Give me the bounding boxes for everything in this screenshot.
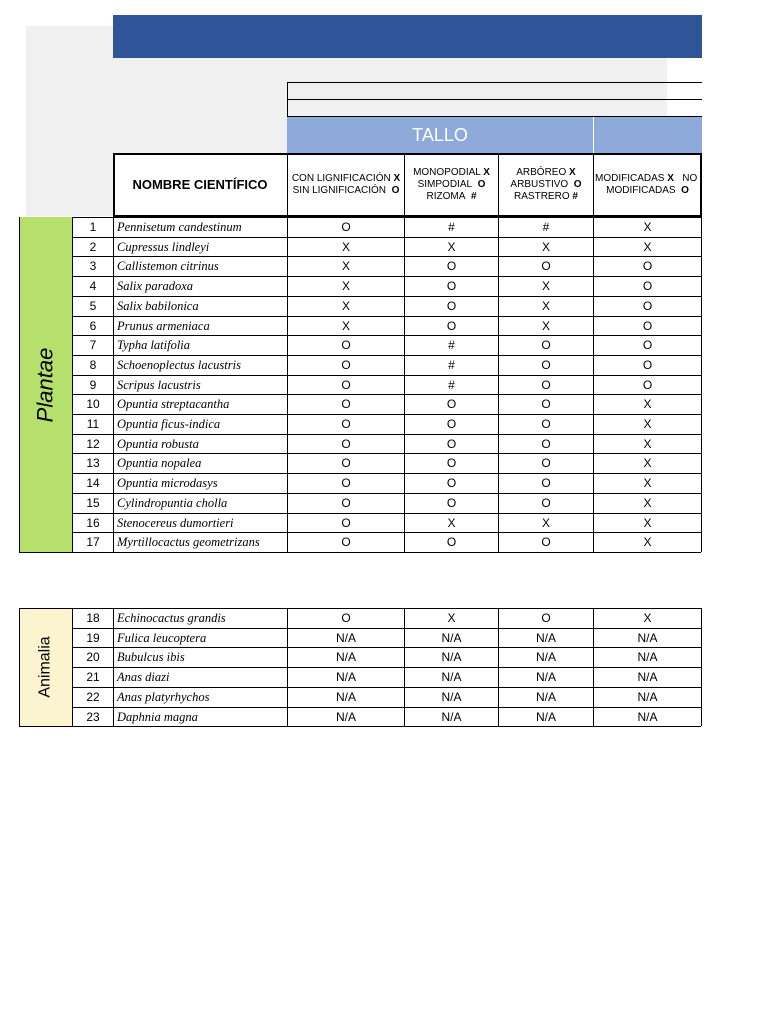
species-name: Stenocereus dumortieri [117,515,234,530]
trait-value-c4: X [643,436,652,451]
row-number: 11 [86,417,100,431]
trait-value-c2: N/A [441,689,462,704]
species-name: Anas platyrhychos [117,689,210,704]
trait-value-c2: N/A [441,650,462,665]
trait-value-c2: O [446,456,457,471]
trait-value-c1: N/A [335,709,356,724]
species-name: Salix babilonica [117,298,199,313]
trait-value-c2: O [446,495,457,510]
row-number: 19 [86,630,100,645]
trait-value-c4: N/A [637,689,658,704]
trait-value-c2: N/A [441,709,462,724]
header-rule-left [287,82,288,117]
species-name: Cupressus lindleyi [117,239,210,254]
trait-value-c3: O [541,495,551,510]
trait-value-c1: O [341,515,351,530]
species-name: Fulica leucoptera [117,630,207,645]
species-name: Anas diazi [117,670,170,685]
column-rule [701,217,702,552]
trait-value-c1: X [341,279,350,294]
trait-value-c3: X [541,298,550,313]
row-number: 18 [86,611,100,625]
header-habit: ARBÓREO X ARBUSTIVO O RASTRERO # [510,167,582,202]
trait-value-c1: O [341,397,351,412]
row-number: 4 [89,279,97,294]
row-number: 13 [86,456,100,471]
trait-value-c1: N/A [335,650,356,665]
trait-value-c4: O [642,338,653,353]
header-divider-4 [593,153,594,217]
trait-value-c4: O [642,298,653,313]
trait-value-c3: O [541,417,551,431]
column-rule [19,608,20,726]
tallo-group-header [287,117,593,153]
row-number: 8 [89,357,97,372]
trait-value-c1: O [341,220,351,234]
trait-value-c3: N/A [535,650,556,665]
header-modified: MODIFICADAS X NO MODIFICADAS O [595,173,698,196]
trait-value-c3: # [542,220,550,234]
trait-value-c3: O [541,436,551,451]
trait-value-c2: # [448,357,455,372]
species-name: Opuntia ficus-indica [117,417,221,431]
column-rule [19,217,20,552]
tallo-title: TALLO [412,124,468,145]
species-name: Opuntia microdasys [117,476,218,491]
trait-value-c1: X [341,239,350,254]
trait-value-c1: O [341,495,351,510]
trait-value-c1: O [341,476,351,491]
trait-value-c2: X [447,611,456,625]
species-name: Opuntia streptacantha [117,397,230,412]
trait-value-c2: # [448,377,455,392]
row-number: 21 [86,670,100,685]
trait-value-c4: X [643,417,652,431]
trait-value-c3: N/A [535,670,556,685]
row-number: 10 [86,397,100,412]
trait-value-c3: O [541,611,551,625]
row-number: 20 [86,650,100,665]
trait-value-c4: X [643,515,652,530]
trait-value-c1: O [341,535,351,550]
species-name: Prunus armeniaca [117,318,210,333]
species-name: Typha latifolia [117,338,191,353]
trait-value-c2: O [446,476,457,491]
species-name: Pennisetum candestinum [117,220,242,234]
trait-value-c1: X [341,318,350,333]
trait-value-c2: O [446,397,457,412]
row-number: 14 [86,476,100,491]
species-name: Bubulcus ibis [117,650,185,665]
trait-value-c3: O [541,377,551,392]
trait-value-c4: N/A [637,670,658,685]
species-name: Opuntia robusta [117,436,199,451]
trait-value-c1: X [341,259,350,274]
header-branching: MONOPODIAL X SIMPODIAL O RIZOMA # [413,167,490,202]
row-number: 22 [86,689,100,704]
row-number: 1 [89,220,97,234]
trait-value-c3: O [541,476,551,491]
row-number: 6 [89,318,97,333]
trait-value-c4: O [642,279,653,294]
trait-value-c4: O [642,259,653,274]
trait-value-c4: O [642,377,653,392]
trait-value-c3: O [541,338,551,353]
row-number: 3 [89,259,97,274]
row-number: 16 [86,515,100,530]
trait-value-c2: O [446,436,457,451]
trait-value-c4: X [643,239,652,254]
trait-value-c2: N/A [441,670,462,685]
row-number: 12 [86,436,100,451]
kingdom-plantae-label: Plantae [32,347,58,422]
trait-value-c1: O [341,377,351,392]
trait-value-c4: X [643,456,652,471]
trait-value-c3: O [541,357,551,372]
row-number: 17 [86,535,100,550]
header-rule-middle [287,99,702,100]
kingdom-plantae-bar [19,217,72,552]
trait-value-c1: O [341,338,351,353]
trait-value-c2: O [446,535,457,550]
trait-value-c2: O [446,279,457,294]
kingdom-animalia-label: Animalia [36,636,54,698]
trait-value-c3: N/A [535,689,556,704]
header-border-top [113,153,702,155]
trait-value-c2: # [448,338,455,353]
header-border-right [700,153,702,217]
species-name: Cylindropuntia cholla [117,495,228,510]
row-number: 2 [89,239,97,254]
trait-value-c4: X [643,535,652,550]
species-name: Opuntia nopalea [117,456,202,471]
header-lignification: CON LIGNIFICACIÓN X SIN LIGNIFICACIÓN O [291,173,401,196]
trait-value-c1: N/A [335,670,356,685]
trait-value-c3: O [541,456,551,471]
trait-value-c1: O [341,436,351,451]
trait-value-c4: X [643,220,652,234]
row-number: 5 [89,298,97,313]
column-rule [701,608,702,726]
trait-value-c4: O [642,318,653,333]
trait-value-c1: N/A [335,689,356,704]
trait-value-c3: O [541,259,551,274]
trait-value-c4: N/A [637,630,658,645]
species-name: Myrtillocactus geometrizans [117,535,260,550]
trait-value-c3: X [541,318,550,333]
trait-value-c3: O [541,535,551,550]
header-divider-2 [404,153,405,217]
trait-value-c4: X [643,397,652,412]
trait-value-c3: O [541,397,551,412]
trait-value-c3: N/A [535,709,556,724]
trait-value-c3: X [541,279,550,294]
trait-value-c2: O [446,417,457,431]
trait-value-c4: X [643,495,652,510]
trait-value-c1: O [341,456,351,471]
trait-value-c1: N/A [335,630,356,645]
trait-value-c3: X [541,239,550,254]
row-number: 23 [86,709,100,724]
trait-value-c2: O [446,259,457,274]
trait-value-c2: N/A [441,630,462,645]
trait-value-c1: O [341,611,351,625]
trait-value-c4: N/A [637,709,658,724]
header-divider-1 [287,153,288,217]
species-name: Scripus lacustris [117,377,201,392]
trait-value-c3: X [541,515,550,530]
trait-value-c4: O [642,357,653,372]
trait-value-c4: X [643,476,652,491]
species-name: Salix paradoxa [117,279,194,294]
species-name: Daphnia magna [117,709,198,724]
next-group-header [594,117,702,153]
row-number: 9 [89,377,97,392]
header-rule-top [287,82,702,83]
trait-value-c2: X [447,239,456,254]
header-border-left [113,153,115,217]
species-name: Schoenoplectus lacustris [117,357,241,372]
trait-value-c1: O [341,357,351,372]
header-scientific-name: NOMBRE CIENTÍFICO [132,177,268,192]
trait-value-c4: X [643,611,652,625]
kingdom-animalia-bar [19,608,72,726]
species-name: Echinocactus grandis [117,611,226,625]
trait-value-c2: X [447,515,456,530]
species-name: Callistemon citrinus [117,259,219,274]
title-banner [113,15,702,58]
trait-value-c2: O [446,298,457,313]
trait-value-c2: O [446,318,457,333]
trait-value-c1: O [341,417,351,431]
header-divider-3 [498,153,499,217]
trait-value-c4: N/A [637,650,658,665]
trait-value-c1: X [341,298,350,313]
trait-value-c2: # [448,220,455,234]
row-number: 7 [89,338,97,353]
row-number: 15 [86,495,100,510]
group-divider [593,117,594,153]
trait-value-c3: N/A [535,630,556,645]
